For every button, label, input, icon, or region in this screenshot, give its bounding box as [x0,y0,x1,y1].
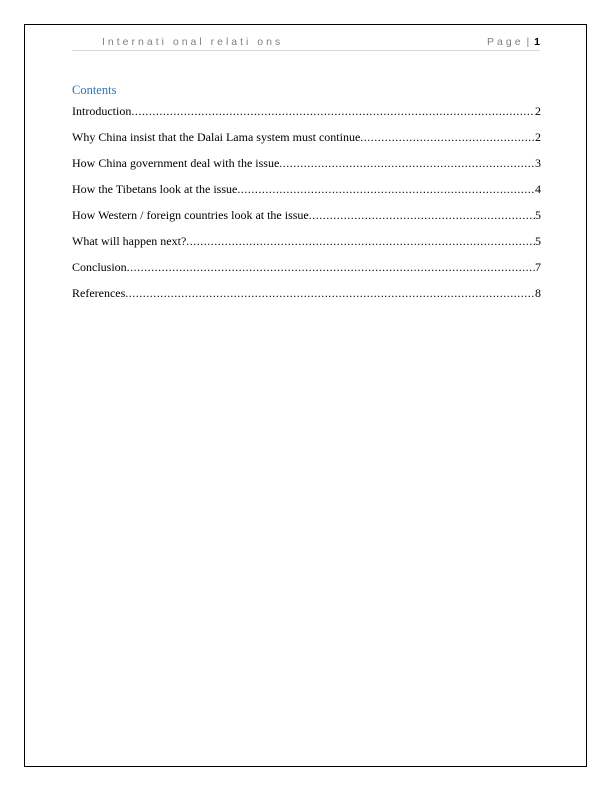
toc-entry-label: How China government deal with the issue [72,156,280,170]
toc-dot-leader [127,260,535,275]
toc-entry-page: 2 [535,130,541,144]
header-page-label: Page [487,36,524,48]
toc-entry-page: 2 [535,104,541,118]
toc-entry-page: 4 [535,182,541,196]
toc-entry-label: Introduction [72,104,132,118]
toc-entry-page: 5 [535,208,541,222]
toc-dot-leader [237,182,535,197]
toc-entry-what-next[interactable] [72,234,541,260]
toc-entry-tibetans[interactable] [72,182,541,208]
toc-entry-western-countries[interactable] [72,208,541,234]
toc-heading: Contents [72,83,117,97]
toc-entry-label: How the Tibetans look at the issue [72,182,238,196]
toc-entry-label: Why China insist that the Dalai Lama system must continue [72,130,361,144]
toc-entry-page: 8 [535,286,541,300]
header-page-indicator [487,36,540,48]
toc-entry-page: 7 [535,260,541,274]
toc-dot-leader [125,286,535,301]
toc-dot-leader [309,208,535,223]
toc-entry-label: How Western / foreign countries look at the issue [72,208,309,222]
toc-entry-conclusion[interactable] [72,260,541,286]
toc-entry-references[interactable] [72,286,541,312]
toc-list [72,104,541,312]
page-header [72,35,540,51]
toc-dot-leader [279,156,535,171]
toc-dot-leader [131,104,535,119]
toc-dot-leader [186,234,535,249]
toc-entry-label: Conclusion [72,260,127,274]
header-title: Internati onal relati ons [102,36,284,48]
toc-entry-page: 5 [535,234,541,248]
toc-entry-label: References [72,286,126,300]
toc-entry-why-china-insist[interactable] [72,130,541,156]
toc-entry-china-government[interactable] [72,156,541,182]
toc-entry-page: 3 [535,156,541,170]
toc-entry-introduction[interactable] [72,104,541,130]
header-page-number: 1 [534,36,540,48]
toc-dot-leader [360,130,535,145]
toc-entry-label: What will happen next? [72,234,187,248]
header-separator: | [526,36,530,48]
